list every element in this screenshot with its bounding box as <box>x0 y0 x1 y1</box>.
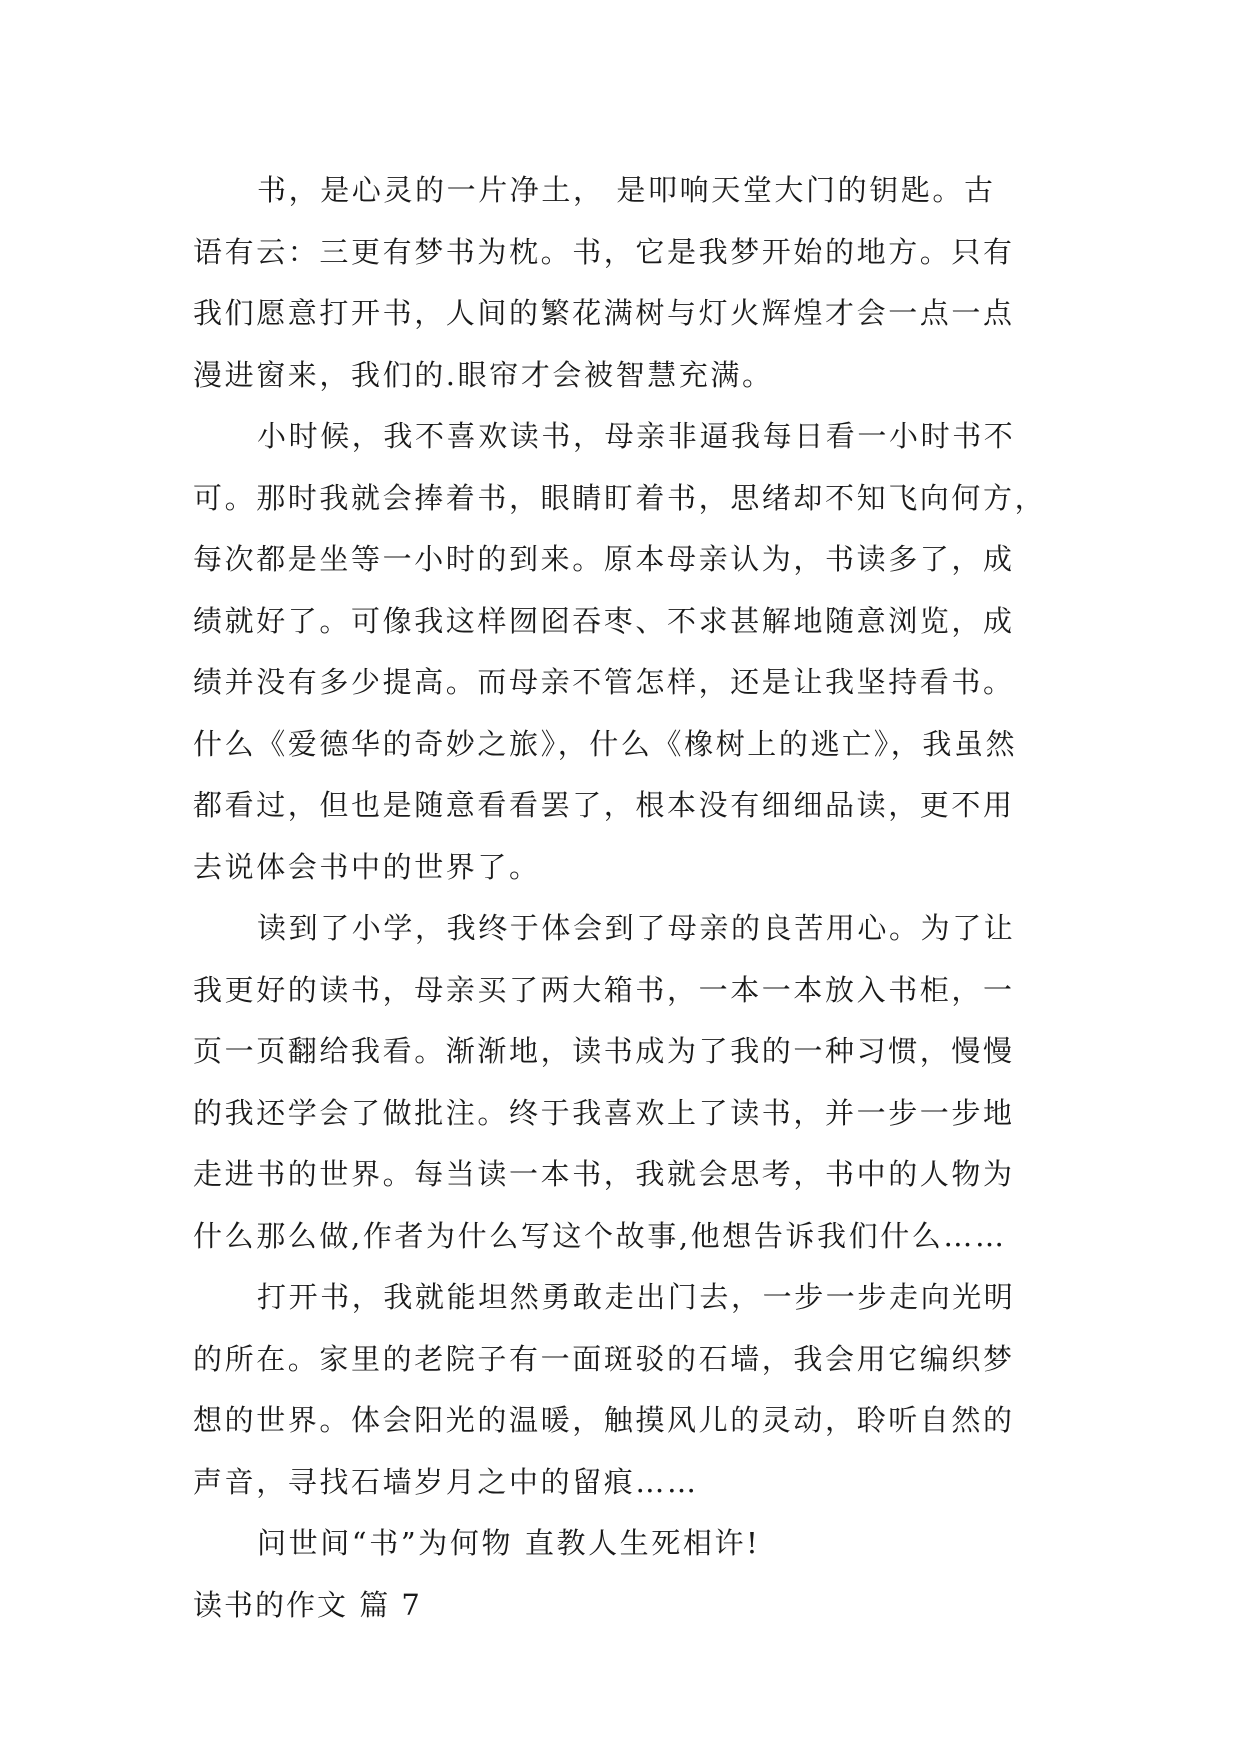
text-line: 小时候，我不喜欢读书，母亲非逼我每日看一小时书不 <box>257 419 1016 453</box>
text-line: 声音，寻找石墙岁月之中的留痕…… <box>193 1464 699 1499</box>
text-line: 走进书的世界。每当读一本书，我就会思考，书中的人物为 <box>193 1157 1015 1191</box>
text-line: 语有云：三更有梦书为枕。书，它是我梦开始的地方。只有 <box>193 234 1015 269</box>
paragraph <box>193 1513 1073 1575</box>
paragraph <box>193 1267 1073 1513</box>
text-line: 我更好的读书，母亲买了两大箱书，一本一本放入书柜，一 <box>193 972 1015 1007</box>
paragraph <box>193 898 1073 1267</box>
paragraph <box>193 406 1073 898</box>
text-line: 页一页翻给我看。渐渐地，读书成为了我的一种习惯，慢慢 <box>193 1034 1015 1068</box>
text-line: 书，是心灵的一片净土， 是叩响天堂大门的钥匙。古 <box>257 173 996 207</box>
text-line: 我们愿意打开书，人间的繁花满树与灯火辉煌才会一点一点 <box>193 296 1015 330</box>
text-line: 的所在。家里的老院子有一面斑驳的石墙，我会用它编织梦 <box>193 1341 1015 1376</box>
text-line: 什么《爱德华的奇妙之旅》，什么《橡树上的逃亡》，我虽然 <box>193 726 1018 761</box>
text-line: 打开书，我就能坦然勇敢走出门去，一步一步走向光明 <box>257 1280 1016 1314</box>
text-line: 去说体会书中的世界了。 <box>193 849 541 884</box>
text-line: 的我还学会了做批注。终于我喜欢上了读书，并一步一步地 <box>193 1095 1015 1130</box>
text-line: 漫进窗来，我们的.眼帘才会被智慧充满。 <box>193 357 774 392</box>
text-line: 想的世界。体会阳光的温暖，触摸风儿的灵动，聆听自然的 <box>193 1403 1015 1437</box>
paragraph <box>193 160 1073 406</box>
section-heading: 读书的作文 篇 7 <box>193 1587 422 1622</box>
text-line: 可。那时我就会捧着书，眼睛盯着书，思绪却不知飞向何方， <box>193 480 1047 515</box>
document-body <box>193 160 1073 1636</box>
text-line: 问世间“书”为何物 直教人生死相许! <box>257 1526 761 1560</box>
text-line: 什么那么做,作者为什么写这个故事,他想告诉我们什么…… <box>193 1218 1007 1253</box>
text-line: 绩就好了。可像我这样囫囵吞枣、不求甚解地随意浏览，成 <box>193 603 1015 638</box>
text-line: 都看过，但也是随意看看罢了，根本没有细细品读，更不用 <box>193 788 1015 822</box>
text-line: 绩并没有多少提高。而母亲不管怎样，还是让我坚持看书。 <box>193 665 1015 699</box>
text-line: 读到了小学，我终于体会到了母亲的良苦用心。为了让 <box>257 911 1016 945</box>
text-line: 每次都是坐等一小时的到来。原本母亲认为，书读多了，成 <box>193 542 1015 576</box>
